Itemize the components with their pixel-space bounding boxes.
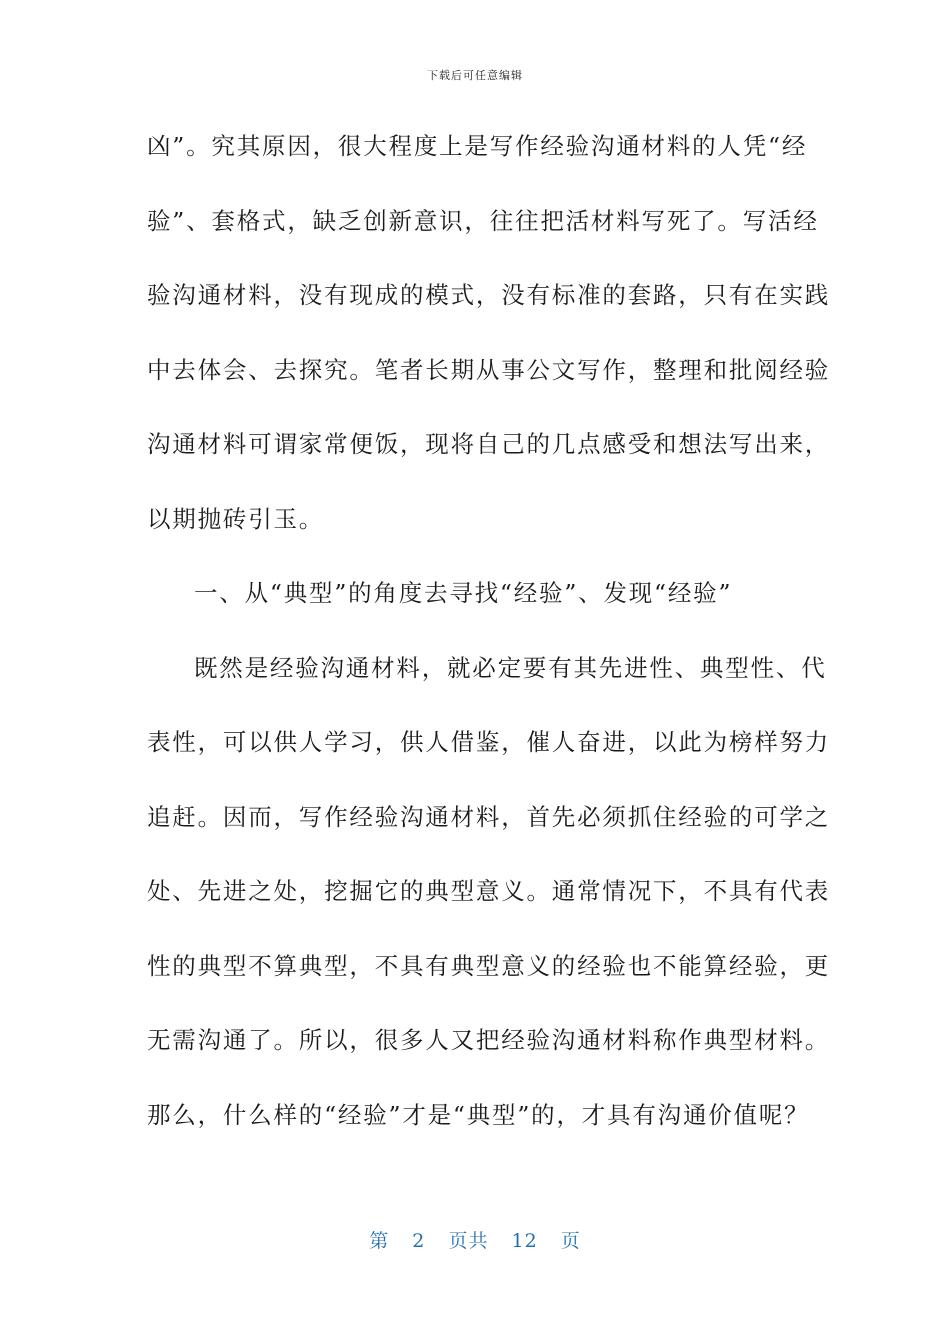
- document-body: [147, 124, 831, 1167]
- section-heading: 一、从“典型”的角度去寻找“经验”、发现“经验”: [194, 579, 733, 607]
- text-line: 那么，什么样的“经验”才是“典型”的，才具有沟通价值呢？: [147, 1100, 810, 1129]
- footer-prefix: 第: [369, 1230, 390, 1252]
- text-line: 既然是经验沟通材料，就必定要有其先进性、典型性、代: [194, 653, 827, 682]
- text-line: 中去体会、去探究。笔者长期从事公文写作，整理和批阅经验: [147, 355, 831, 384]
- text-line: 验沟通材料，没有现成的模式，没有标准的套路，只有在实践: [147, 281, 831, 309]
- total-pages-number: 12: [511, 1230, 538, 1252]
- page-footer: [0, 1226, 950, 1253]
- footer-suffix: 页: [560, 1230, 581, 1252]
- text-line: 处、先进之处，挖掘它的典型意义。通常情况下，不具有代表: [147, 877, 831, 905]
- text-line: 沟通材料可谓家常便饭，现将自己的几点感受和想法写出来，: [147, 430, 831, 458]
- text-line: 凶”。究其原因，很大程度上是写作经验沟通材料的人凭“经: [147, 132, 808, 160]
- page-header-note: 下载后可任意编辑: [427, 69, 523, 82]
- text-line: 验”、套格式，缺乏创新意识，往往把活材料写死了。写活经: [147, 206, 819, 235]
- current-page-number: 2: [412, 1230, 426, 1252]
- text-line: 性的典型不算典型，不具有典型意义的经验也不能算经验，更: [147, 951, 831, 980]
- text-line: 以期抛砖引玉。: [147, 504, 325, 533]
- text-line: 追赶。因而，写作经验沟通材料，首先必须抓住经验的可学之: [147, 802, 831, 831]
- text-line: 表性，可以供人学习，供人借鉴，催人奋进，以此为榜样努力: [147, 728, 831, 756]
- footer-middle: 页共: [448, 1230, 489, 1252]
- text-line: 无需沟通了。所以，很多人又把经验沟通材料称作典型材料。: [147, 1026, 831, 1054]
